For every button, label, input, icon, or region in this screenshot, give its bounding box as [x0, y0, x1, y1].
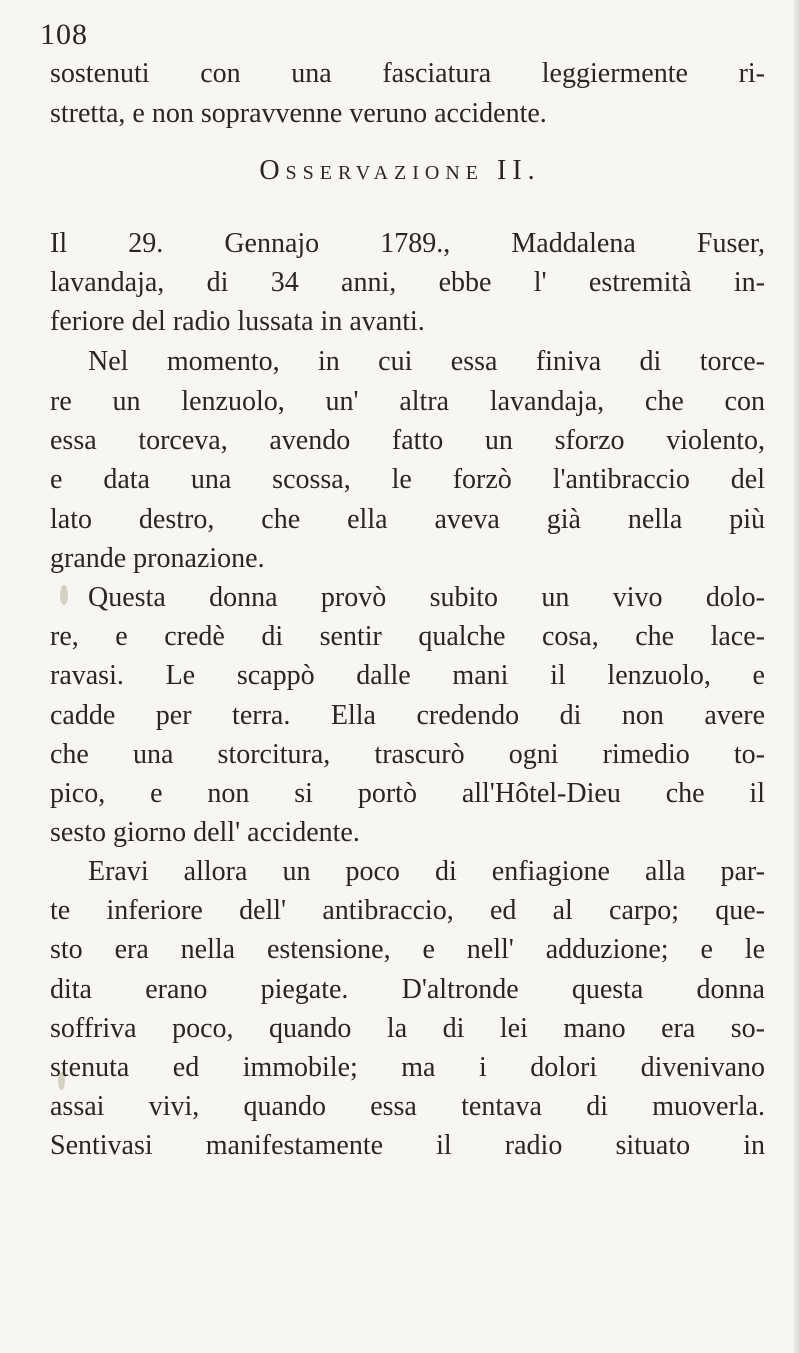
text-line: Nel momento, in cui essa finiva di torce-: [88, 346, 765, 377]
text-line: e data una scossa, le forzò l'antibraccio del: [50, 464, 765, 495]
text-line: dita erano piegate. D'altronde questa donna: [50, 974, 765, 1005]
text-line: re, e credè di sentir qualche cosa, che lace-: [50, 621, 765, 652]
text-line: Sentivasi manifestamente il radio situato in: [50, 1130, 765, 1161]
text-line: sto era nella estensione, e nell' adduzione; e le: [50, 934, 765, 965]
text-line: ravasi. Le scappò dalle mani il lenzuolo, e: [50, 660, 765, 691]
page-edge: [794, 0, 800, 1353]
text-line: sostenuti con una fasciatura leggiermente ri-: [50, 58, 765, 89]
section-heading: [0, 155, 800, 187]
text-line: cadde per terra. Ella credendo di non avere: [50, 700, 765, 731]
text-line: grande pronazione.: [50, 543, 265, 574]
page-number: 108: [40, 18, 88, 51]
text-line: feriore del radio lussata in avanti.: [50, 306, 425, 337]
text-line: Eravi allora un poco di enfiagione alla par-: [88, 856, 765, 887]
text-line: lato destro, che ella aveva già nella più: [50, 504, 765, 535]
text-line: sesto giorno dell' accidente.: [50, 817, 360, 848]
paper-stain: [60, 585, 68, 605]
paper-stain: [58, 1072, 65, 1090]
text-line: stenuta ed immobile; ma i dolori divenivano: [50, 1052, 765, 1083]
section-heading-text: Osservazione II.: [259, 155, 541, 186]
text-line: pico, e non si portò all'Hôtel-Dieu che il: [50, 778, 765, 809]
text-line: essa torceva, avendo fatto un sforzo violento,: [50, 425, 765, 456]
text-line: Il 29. Gennajo 1789., Maddalena Fuser,: [50, 228, 765, 259]
text-line: che una storcitura, trascurò ogni rimedio to-: [50, 739, 765, 770]
text-line: re un lenzuolo, un' altra lavandaja, che con: [50, 386, 765, 417]
text-line: assai vivi, quando essa tentava di muoverla.: [50, 1091, 765, 1122]
text-line: Questa donna provò subito un vivo dolo-: [88, 582, 765, 613]
text-line: te inferiore dell' antibraccio, ed al carpo; que-: [50, 895, 765, 926]
text-line: soffriva poco, quando la di lei mano era so-: [50, 1013, 765, 1044]
text-line: lavandaja, di 34 anni, ebbe l' estremità in-: [50, 267, 765, 298]
text-line: stretta, e non sopravvenne veruno accidente.: [50, 98, 547, 129]
